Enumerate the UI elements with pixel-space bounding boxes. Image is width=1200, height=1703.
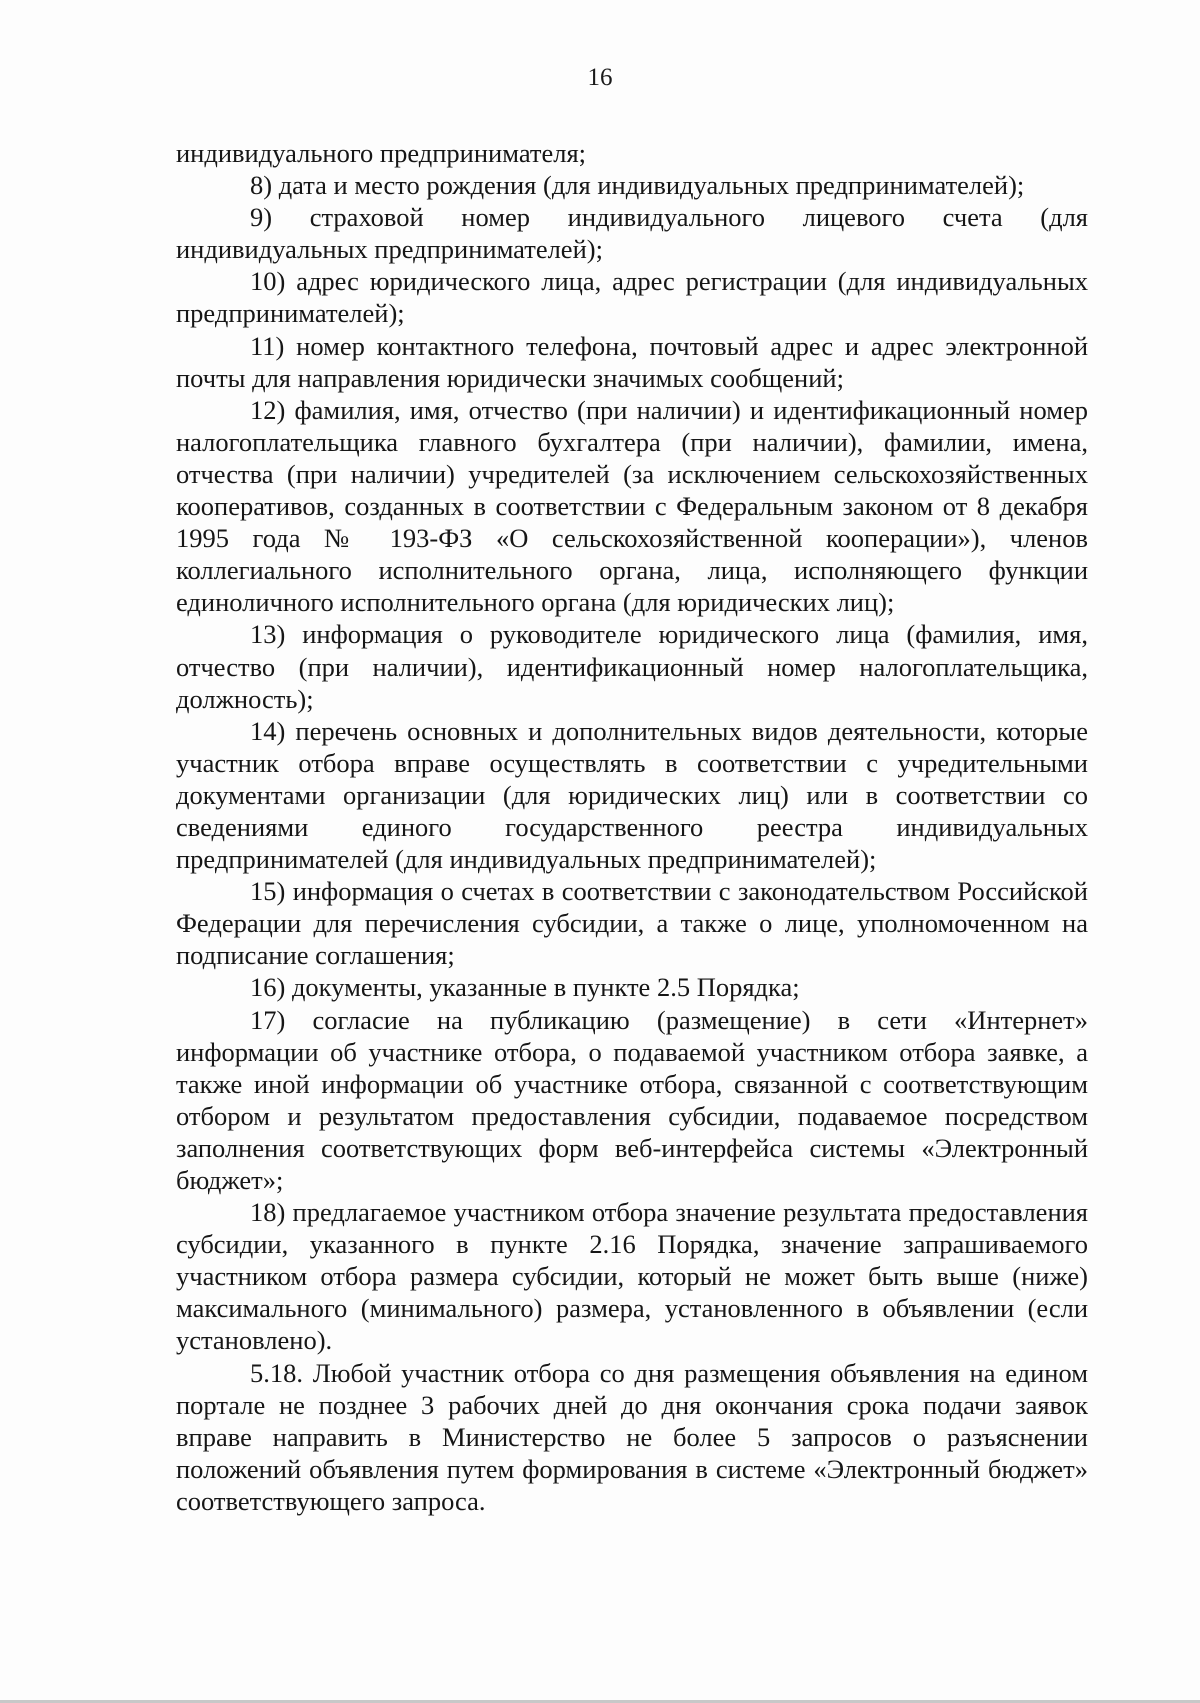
paragraph-section-5-18: 5.18. Любой участник отбора со дня размещения объявления на едином портале не позднее 3 рабочих дней до дня окончания срока подачи заявок вправе направить в Министерство не более 5 запросов о разъяснении положений объявления путем формирования в системе «Электронный бюджет» соответствующего запроса. xyxy=(176,1357,1088,1516)
paragraph-item-14: 14) перечень основных и дополнительных видов деятельности, которые участник отбора вправе осуществлять в соответствии с учредительными документами организации (для юридических лиц) или в соответствии со сведениями единого государственного реестра индивидуальных предпринимателей (для индивидуальных предпринимателей); xyxy=(176,715,1088,875)
paragraph-item-18: 18) предлагаемое участником отбора значение результата предоставления субсидии, указанного в пункте 2.16 Порядка, значение запрашиваемого участником отбора размера субсидии, который не может быть выше (ниже) максимального (минимального) размера, установленного в объявлении (если установлено). xyxy=(176,1197,1088,1356)
paragraph-item-16: 16) документы, указанные в пункте 2.5 Порядка; xyxy=(250,972,800,1003)
document-body xyxy=(176,137,1088,1517)
paragraph-item-12: 12) фамилия, имя, отчество (при наличии) и идентификационный номер налогоплательщика главного бухгалтера (при наличии), фамилии, имена, отчества (при наличии) учредителей (за исключением сельскохозяйственных кооперативов, созданных в соответствии с Федеральным законом от 8 декабря 1995 года № 193-ФЗ «О сельскохозяйственной кооперации»), членов коллегиального исполнительного органа, лица, исполняющего функции единоличного исполнительного органа (для юридических лиц); xyxy=(176,394,1088,618)
paragraph-item-13: 13) информация о руководителе юридического лица (фамилия, имя, отчество (при наличии), идентификационный номер налогоплательщика, должность); xyxy=(176,619,1088,714)
paragraph-item-8: 8) дата и место рождения (для индивидуальных предпринимателей); xyxy=(250,170,1025,201)
paragraph-item-9: 9) страховой номер индивидуального лицевого счета (для индивидуальных предпринимателей); xyxy=(176,202,1088,265)
page-number: 16 xyxy=(587,64,613,91)
paragraph-item-10: 10) адрес юридического лица, адрес регистрации (для индивидуальных предпринимателей); xyxy=(176,266,1088,329)
paragraph-item-11: 11) номер контактного телефона, почтовый адрес и адрес электронной почты для направления юридически значимых сообщений; xyxy=(176,330,1088,393)
paragraph-item-17: 17) согласие на публикацию (размещение) в сети «Интернет» информации об участнике отбора, о подаваемой участником отбора заявке, а также иной информации об участнике отбора, связанной с соответствующим отбором и результатом предоставления субсидии, подаваемое посредством заполнения соответствующих форм веб-интерфейса системы «Электронный бюджет»; xyxy=(176,1004,1088,1195)
paragraph-continuation: индивидуального предпринимателя; xyxy=(176,138,587,168)
paragraph-item-15: 15) информация о счетах в соответствии с законодательством Российской Федерации для перечисления субсидии, а также о лице, уполномоченном на подписание соглашения; xyxy=(176,876,1088,971)
